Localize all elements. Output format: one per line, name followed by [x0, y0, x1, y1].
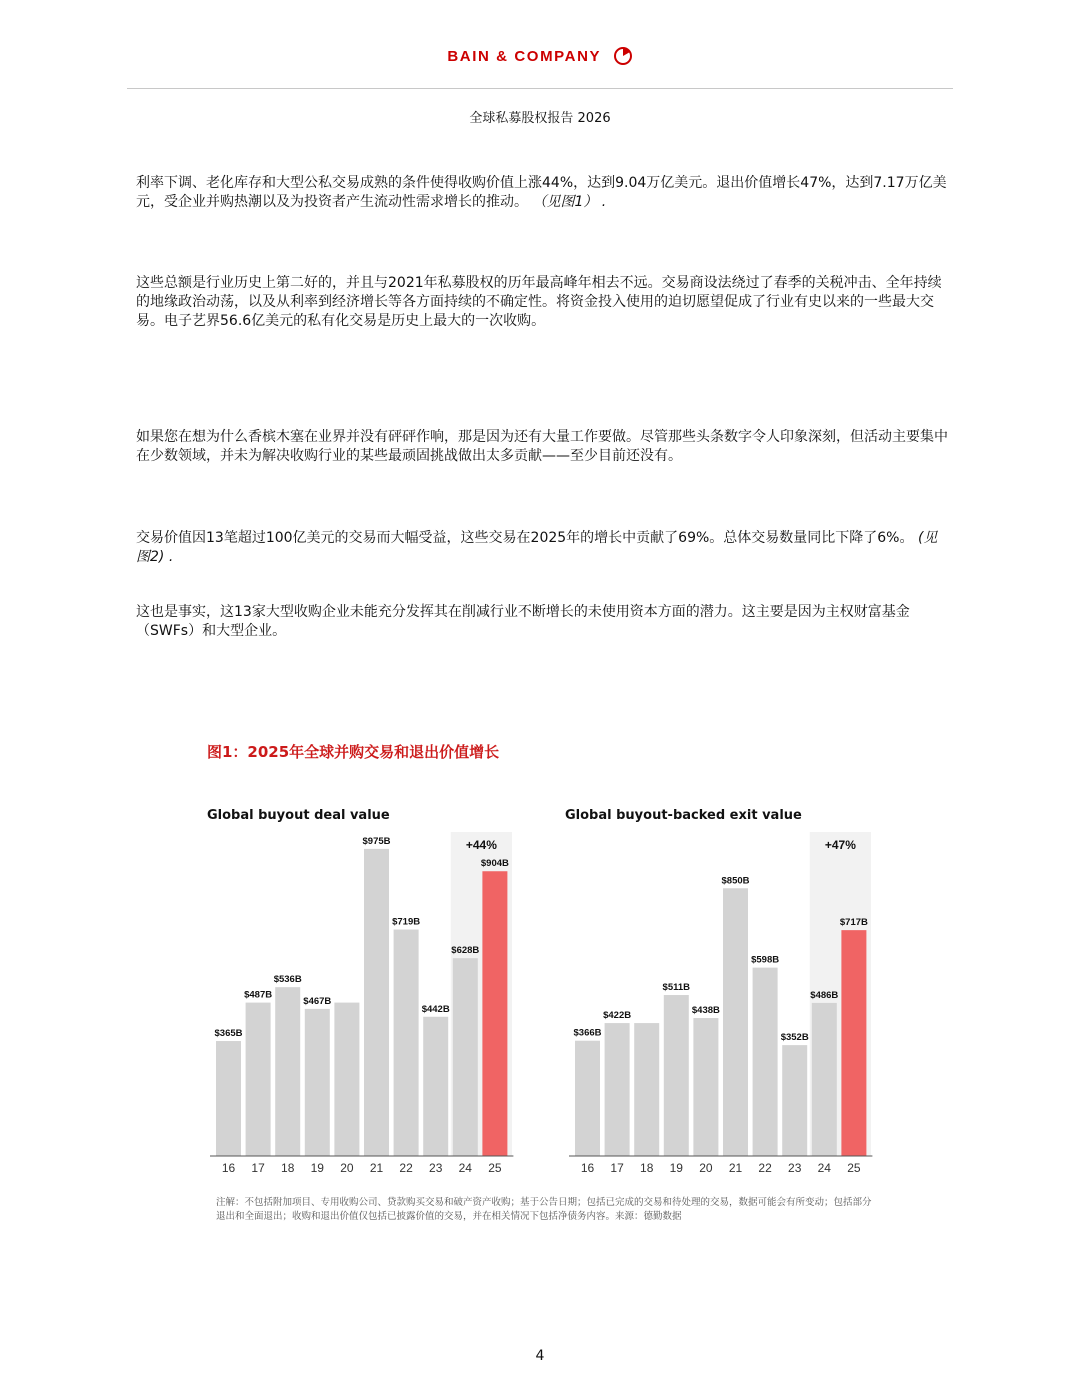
chart-1-bar-20: [334, 1003, 359, 1156]
chart-2-bar-23: [782, 1045, 807, 1156]
chart-2-tick-23: 23: [788, 1161, 802, 1175]
chart-1-tick-18: 18: [281, 1161, 295, 1175]
chart-2-bar-20: [693, 1018, 718, 1156]
paragraph-2: 这些总额是行业历史上第二好的，并且与2021年私募股权的历年最高峰年相去不远。交易商设法绕过了春季的关税冲击、全年持续的地缘政治动荡，以及从利率到经济增长等各方面持续的不确定性。将资金投入使用的迫切愿望促成了行业有史以来的一些最大交易。电子艺界56.6亿美元的私有化交易是历史上最大的一次收购。: [136, 275, 942, 329]
chart-2-tick-22: 22: [758, 1161, 772, 1175]
chart-2-data-label-22: $598B: [751, 954, 780, 966]
chart-1-tick-16: 16: [221, 1161, 236, 1175]
chart-2-data-label-24: $486B: [810, 989, 839, 1001]
chart-1-bar-25: [482, 871, 507, 1156]
chart-1-tick-21: 21: [369, 1161, 384, 1175]
chart-2-bar-21: [723, 888, 748, 1156]
chart-2-tick-16: 16: [580, 1161, 595, 1175]
figure-note: 注解：不包括附加项目、专用收购公司、贷款购买交易和破产资产收购；基于公告日期；包括已完成的交易和待处理的交易，数据可能会有所变动；包括部分退出和全面退出；收购和退出价值仅包括已披露价值的交易，并在相关情况下包括净债务内容。来源：德勤数据: [216, 1197, 872, 1222]
chart-2-bar-18: [634, 1023, 659, 1156]
paragraph-5: 这也是事实，这13家大型收购企业未能充分发挥其在削减行业不断增长的未使用资本方面的潜力。这主要是因为主权财富基金（SWFs）和大型企业。: [136, 604, 910, 639]
chart-1-data-label-25: $904B: [480, 858, 509, 870]
chart-1-tick-20: 20: [340, 1161, 354, 1175]
chart-1-tick-24: 24: [458, 1161, 472, 1175]
chart-1-tick-19: 19: [310, 1161, 324, 1175]
chart-1-tick-23: 23: [429, 1161, 443, 1175]
chart-2-data-label-16: $366B: [573, 1027, 602, 1039]
chart-2-tick-19: 19: [669, 1161, 683, 1175]
chart-1-tick-22: 22: [399, 1161, 413, 1175]
chart-2-tick-21: 21: [728, 1161, 743, 1175]
chart-1-data-label-21: $975B: [362, 835, 391, 847]
figure-2-reference: (见图2) .: [136, 530, 938, 565]
chart-1-data-label-16: $365B: [214, 1028, 243, 1040]
chart-1-data-label-24: $628B: [451, 945, 480, 957]
chart-2-tick-24: 24: [817, 1161, 831, 1175]
chart-1-title: Global buyout deal value: [207, 808, 390, 823]
document-title: 全球私募股权报告 2026: [469, 111, 611, 126]
figure-1-reference: （见图1） .: [532, 194, 607, 210]
chart-1-bar-16: [216, 1041, 241, 1156]
paragraph-1-text: 利率下调、老化库存和大型公私交易成熟的条件使得收购价值上涨44%，达到9.04万亿美元。退出价值增长47%，达到7.17万亿美元，受企业并购热潮以及为投资者产生流动性需求增长的推动。: [136, 175, 947, 210]
chart-1-tick-25: 25: [488, 1161, 502, 1175]
chart-2-data-label-25: $717B: [839, 917, 868, 929]
chart-2-bar-19: [664, 995, 689, 1156]
page-number: 4: [535, 1348, 545, 1364]
chart-2-bar-25: [841, 930, 866, 1156]
chart-2-growth-label: +47%: [824, 838, 856, 852]
chart-2-bar-24: [812, 1003, 837, 1156]
chart-1-data-label-22: $719B: [392, 916, 421, 928]
chart-1-data-label-19: $467B: [303, 995, 332, 1007]
figure-title: 图1：2025年全球并购交易和退出价值增长: [207, 743, 500, 761]
chart-2-tick-17: 17: [610, 1161, 624, 1175]
chart-2-bar-22: [753, 968, 778, 1156]
chart-1-tick-17: 17: [251, 1161, 265, 1175]
chart-1-growth-label: +44%: [465, 838, 497, 852]
chart-1-bar-17: [246, 1003, 271, 1156]
chart-2-data-label-20: $438B: [691, 1005, 720, 1017]
paragraph-4-text: 交易价值因13笔超过100亿美元的交易而大幅受益，这些交易在2025年的增长中贡献了69%。总体交易数量同比下降了6%。: [136, 530, 914, 546]
chart-2-data-label-21: $850B: [721, 875, 750, 887]
chart-2-data-label-17: $422B: [603, 1010, 632, 1022]
chart-2-data-label-19: $511B: [662, 982, 691, 994]
chart-2-tick-18: 18: [640, 1161, 654, 1175]
chart-2-bar-17: [605, 1023, 630, 1156]
chart-1-bar-21: [364, 849, 389, 1156]
chart-1-bar-24: [453, 958, 478, 1156]
chart-1-bar-19: [305, 1009, 330, 1156]
paragraph-3: 如果您在想为什么香槟木塞在业界并没有砰砰作响，那是因为还有大量工作要做。尽管那些头条数字令人印象深刻，但活动主要集中在少数领域，并未为解决收购行业的某些最顽固挑战做出太多贡献——至少目前还没有。: [136, 429, 948, 464]
chart-2-data-label-23: $352B: [780, 1032, 809, 1044]
brand-logo-text: BAIN & COMPANY: [447, 48, 601, 65]
chart-1-bar-22: [394, 930, 419, 1156]
chart-2-title: Global buyout-backed exit value: [565, 808, 802, 823]
chart-2-bar-16: [575, 1041, 600, 1156]
chart-1-data-label-17: $487B: [244, 989, 273, 1001]
chart-2-tick-20: 20: [699, 1161, 713, 1175]
chart-1-data-label-23: $442B: [421, 1003, 450, 1015]
chart-1-bar-23: [423, 1017, 448, 1156]
chart-2-tick-25: 25: [847, 1161, 861, 1175]
chart-1-data-label-18: $536B: [273, 974, 302, 986]
chart-1-bar-18: [275, 987, 300, 1156]
